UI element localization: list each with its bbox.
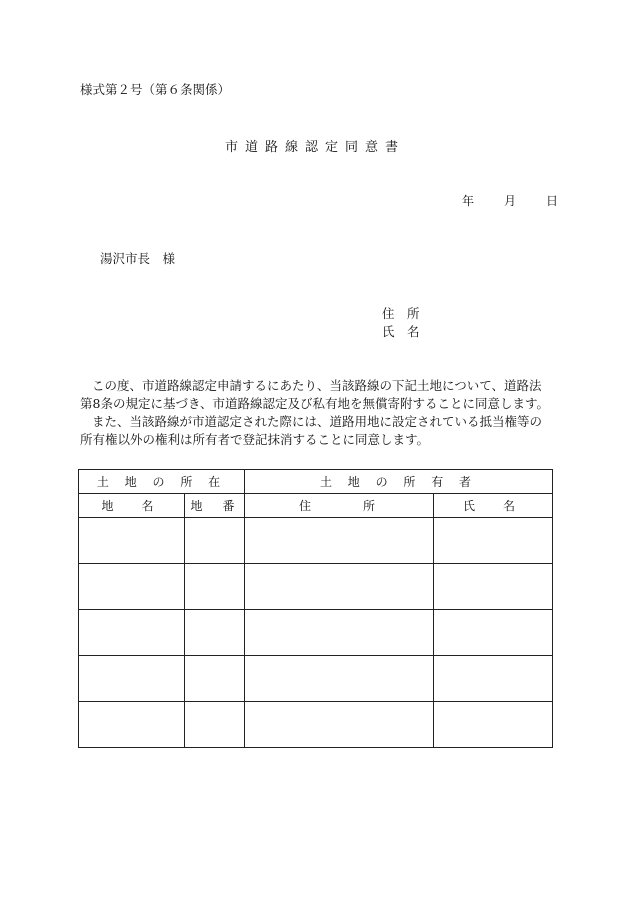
- cell-name[interactable]: [434, 702, 553, 748]
- table-row: [79, 518, 553, 564]
- date-year-label: 年: [462, 194, 475, 208]
- table-row: [79, 564, 553, 610]
- date-day-label: 日: [546, 194, 559, 208]
- addressee: 湯沢市長 様: [100, 251, 176, 266]
- table-row: [79, 610, 553, 656]
- consent-body: [80, 377, 552, 449]
- document-title: 市道路線認定同意書: [224, 140, 405, 155]
- cell-address[interactable]: [245, 702, 434, 748]
- cell-place-name[interactable]: [79, 518, 185, 564]
- consent-paragraph-1: この度、市道路線認定申請するにあたり、当該路線の下記土地について、道路法第8条の規定に基づき、市道路線認定及び私有地を無償寄附することに同意します。: [80, 378, 549, 411]
- cell-place-name[interactable]: [79, 564, 185, 610]
- table-row: [79, 702, 553, 748]
- cell-address[interactable]: [245, 610, 434, 656]
- cell-name[interactable]: [434, 656, 553, 702]
- column-place-name: 地 名: [79, 494, 185, 518]
- cell-name[interactable]: [434, 518, 553, 564]
- land-table: [78, 469, 553, 748]
- applicant-name-label: 氏 名: [382, 324, 420, 339]
- date-month-label: 月: [504, 194, 517, 208]
- column-lot-number: 地 番: [185, 494, 245, 518]
- form-number: 様式第２号（第６条関係）: [80, 82, 231, 97]
- cell-lot-number[interactable]: [185, 564, 245, 610]
- cell-place-name[interactable]: [79, 702, 185, 748]
- cell-lot-number[interactable]: [185, 702, 245, 748]
- date-line: [462, 192, 558, 209]
- cell-lot-number[interactable]: [185, 518, 245, 564]
- cell-lot-number[interactable]: [185, 610, 245, 656]
- cell-place-name[interactable]: [79, 656, 185, 702]
- cell-address[interactable]: [245, 564, 434, 610]
- cell-address[interactable]: [245, 518, 434, 564]
- cell-address[interactable]: [245, 656, 434, 702]
- cell-place-name[interactable]: [79, 610, 185, 656]
- header-land-owner: 土 地 の 所 有 者: [245, 470, 553, 494]
- cell-name[interactable]: [434, 564, 553, 610]
- column-name: 氏 名: [434, 494, 553, 518]
- cell-name[interactable]: [434, 610, 553, 656]
- cell-lot-number[interactable]: [185, 656, 245, 702]
- applicant-address-label: 住 所: [382, 306, 420, 321]
- column-address: 住 所: [245, 494, 434, 518]
- header-land-location: 土 地 の 所 在: [79, 470, 245, 494]
- consent-paragraph-2: また、当該路線が市道認定された際には、道路用地に設定されている抵当権等の所有権以外の権利は所有者で登記抹消することに同意します。: [80, 414, 543, 447]
- table-row: [79, 656, 553, 702]
